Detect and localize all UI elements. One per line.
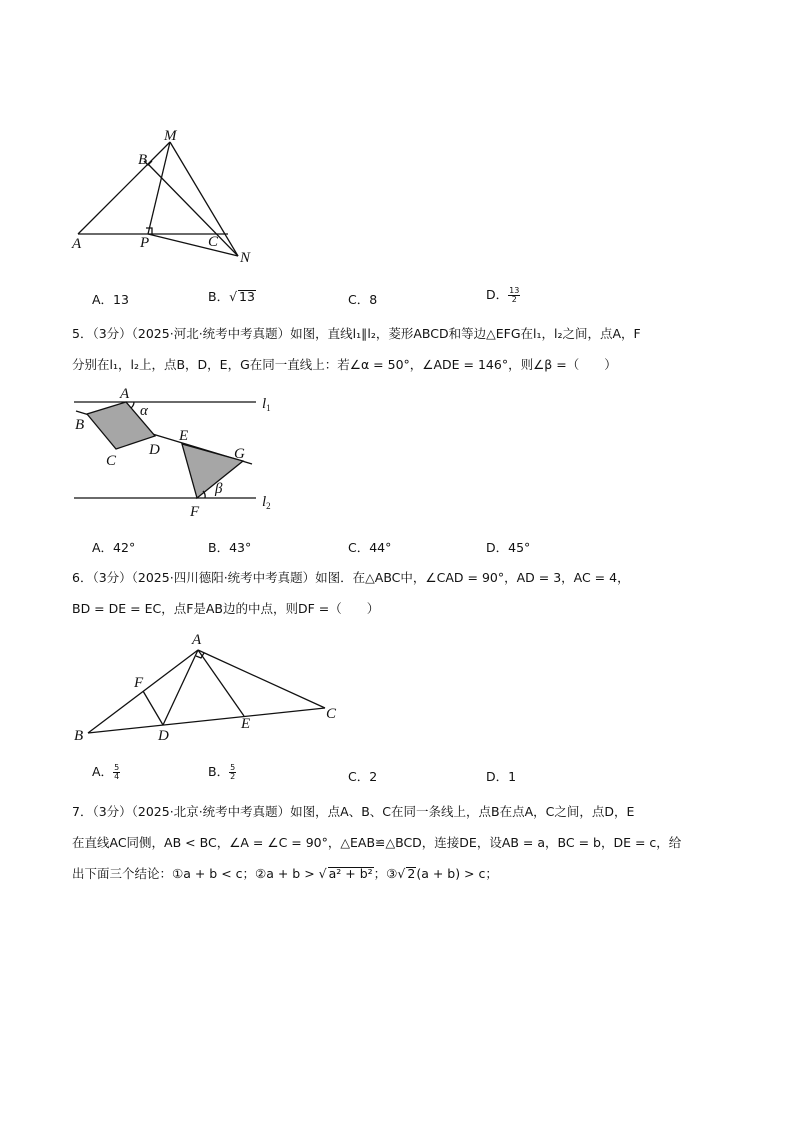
label-A: A: [72, 236, 82, 252]
label-G: G: [234, 446, 245, 462]
q5-stem-line1: 5．（3分）（2025·河北·统考中考真题）如图，直线l₁∥l₂，菱形ABCD和等边△EFG在l₁，l₂之间，点A，F: [72, 326, 641, 341]
q6-figure: [60, 628, 360, 748]
segment-MP: [148, 142, 170, 234]
label-C: C: [106, 453, 117, 469]
q6-option-a-fraction: $\frac{5}{4}$: [114, 763, 120, 781]
label-N: N: [240, 250, 251, 266]
segment-AC: [198, 650, 325, 708]
q4-option-d[interactable]: [486, 285, 520, 304]
q7-line3-part-c: (a + b) > c；: [416, 866, 498, 881]
label-E: E: [241, 716, 251, 732]
label-F: F: [190, 504, 200, 520]
label-D: D: [149, 442, 160, 458]
q7-stem-line3: [72, 858, 498, 889]
q4-option-c[interactable]: C．8: [348, 292, 378, 307]
sqrt-sign: √: [397, 866, 406, 881]
q4-option-b-radicand: 13: [239, 289, 255, 304]
q5-option-c[interactable]: C．44°: [348, 540, 392, 555]
label-E: E: [179, 428, 189, 444]
q6-option-a[interactable]: [92, 762, 120, 781]
q7-radicand-1: a² + b²: [328, 866, 373, 881]
label-l2: $l_2$: [262, 494, 271, 511]
segment-PN: [148, 234, 238, 256]
label-A: A: [120, 386, 130, 402]
q7-radicand-2: 2: [407, 866, 416, 881]
sqrt-sign: √: [229, 289, 238, 304]
angle-alpha-arc: [131, 402, 134, 408]
label-B: B: [74, 728, 84, 744]
q7-stem-line2: 在直线AC同侧，AB < BC，∠A = ∠C = 90°，△EAB≌△BCD，连接DE，设AB = a，BC = b，DE = c，给: [72, 835, 682, 850]
q6-option-b[interactable]: [208, 762, 236, 781]
q6-option-a-prefix: A．: [92, 764, 114, 779]
label-D: D: [158, 728, 169, 744]
segment-AD: [163, 650, 198, 725]
label-alpha: α: [140, 403, 148, 419]
label-M: M: [164, 128, 177, 144]
q4-option-a[interactable]: A．13: [92, 292, 129, 307]
label-l1: $l_1$: [262, 396, 271, 413]
label-F: F: [134, 675, 144, 691]
label-A: A: [192, 632, 202, 648]
label-beta: β: [215, 481, 223, 497]
q5-option-b[interactable]: B．43°: [208, 540, 252, 555]
q7-line3-part-b: ；③: [373, 866, 398, 881]
q6-option-b-prefix: B．: [208, 764, 230, 779]
segment-BC: [88, 708, 325, 733]
label-C: C: [326, 706, 337, 722]
segment-DF: [143, 691, 163, 725]
label-B: B: [75, 417, 85, 433]
q4-option-d-prefix: D．: [486, 287, 509, 302]
label-B: B: [138, 152, 148, 168]
q7-stem-line1: 7．（3分）（2025·北京·统考中考真题）如图，点A、B、C在同一条线上，点B在点A，C之间，点D，E: [72, 804, 635, 819]
q7-line3-part-a: 出下面三个结论：①a + b < c；②a + b >: [72, 866, 319, 881]
q4-option-b[interactable]: [208, 287, 256, 305]
q5-option-a[interactable]: A．42°: [92, 540, 136, 555]
q4-option-d-fraction: $\frac{13}{2}$: [509, 286, 520, 304]
q6-option-b-fraction: $\frac{5}{2}$: [230, 763, 236, 781]
segment-MN: [170, 142, 238, 256]
q6-stem-line1: 6．（3分）（2025·四川德阳·统考中考真题）如图．在△ABC中，∠CAD = 90°，AD = 3，AC = 4，: [72, 570, 630, 585]
segment-AM: [78, 142, 170, 234]
q6-option-d[interactable]: D．1: [486, 769, 517, 784]
q6-stem-line2: BD = DE = EC，点F是AB边的中点，则DF =（ ）: [72, 601, 380, 616]
q4-option-b-prefix: B．: [208, 289, 230, 304]
q6-option-c[interactable]: C．2: [348, 769, 378, 784]
label-P: P: [140, 235, 150, 251]
q5-option-d[interactable]: D．45°: [486, 540, 531, 555]
label-C: C: [208, 234, 219, 250]
q5-stem-line2: 分别在l₁，l₂上，点B，D，E，G在同一直线上：若∠α = 50°，∠ADE = 146°，则∠β =（ ）: [72, 357, 617, 372]
q4-figure: [60, 120, 280, 270]
q5-figure: [60, 382, 290, 522]
sqrt-sign: √: [318, 866, 327, 881]
